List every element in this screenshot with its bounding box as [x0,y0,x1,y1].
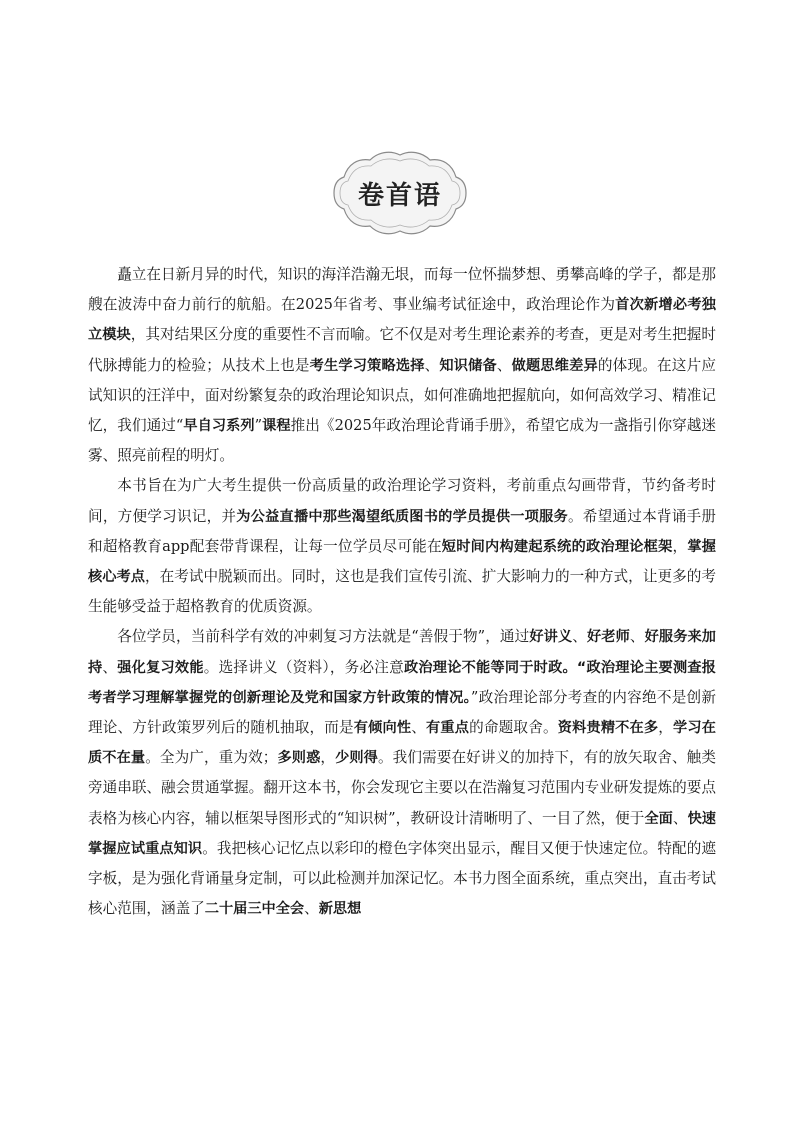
emphasis-text: 好服务来加持 [88,629,716,676]
emphasis-text: 好老师 [586,629,630,646]
page-title: 卷首语 [357,180,442,211]
body-text-segment: 、 [672,809,688,827]
body-text-segment: ， [672,537,688,555]
body-text-segment: 。选择讲义（资料），务必注意 [203,658,404,676]
body-text-segment: 、 [304,900,319,918]
body-text-segment: ， [658,719,674,737]
emphasis-text: 有重点 [426,720,470,737]
emphasis-text: 少则得 [335,750,378,767]
body-text-segment: ，在考试中脱颖而出。同时，这也是我们宣传引流、扩大影响力的一种方式，让更多的考生能够受益于超格教育的优质资源。 [88,568,716,616]
body-text-segment: 推出《2025年政治理论背诵手册》，希望它成为一盏指引你穿越迷雾、照亮前程的明灯。 [88,417,716,465]
emphasis-text: 。“政治理论主要测查报考者学习理解掌握党的创新理论及党和国家方针政策的情况。 [88,659,716,706]
emphasis-text: 掌握核心考点 [88,538,716,586]
emphasis-text: 学习在质不在量 [88,720,716,767]
emphasis-text: 为公益直播中那些渴望纸质图书的学员提供一项服务 [236,508,568,525]
body-text-segment: 、 [411,719,427,737]
body-text-segment: 本书旨在为广大考生提供一份高质量的政治理论学习资料，考前重点勾画带背，节约备考时间，方便学习识记，并 [88,477,716,525]
body-text-segment: 。我把核心记忆点以彩印的橙色字体突出显示，醒目又便于快速定位。特配的遮字板，是为强化背诵量身定制，可以此检测并加深记忆。本书力图全面系统，重点突出，直击考试核心范围，涵盖了 [88,839,716,918]
emphasis-text: 资料贵精不在多 [557,720,659,737]
body-text [88,260,716,924]
body-text-segment: 。我们需要在好讲义的加持下，有的放矢取舍、触类旁通串联、融会贯通掌握。翻开这本书，你会发现它主要以在浩瀚复习范围内专业研发提炼的要点表格为核心内容，辅以框架导图形式的“知识树”，教研设计清晰明了、一目了然，便于 [88,749,716,827]
body-text-segment: 的命题取舍。 [469,719,558,737]
emphasis-text: 快速掌握应试重点知识 [88,810,716,857]
body-text-segment: 、 [424,356,440,374]
body-text-segment: 矗立在日新月异的时代，知识的海洋浩瀚无垠，而每一位怀揣梦想、勇攀高峰的学子，都是那艘在波涛中奋力前行的航船。在2025年省考、事业编考试征途中，政治理论作为 [88,266,716,314]
paragraph-1 [88,260,716,471]
emphasis-text: 有倾向性 [353,720,412,737]
emphasis-text: 考生学习策略选择 [309,357,425,374]
emphasis-text: 多则惑 [277,750,321,767]
body-text-segment: ” [254,417,263,435]
paragraph-2 [88,471,716,622]
emphasis-text: 好讲义 [529,629,573,646]
body-text-segment: 、 [629,628,645,646]
body-text-segment: 。希望通过本背诵手册和超格教育app配套带背课程，让每一位学员尽可能在 [88,507,716,555]
emphasis-text: 早自习系列 [183,418,255,435]
emphasis-text: 强化复习效能 [117,659,204,676]
body-text-segment: ， [320,749,336,767]
emphasis-text: 课程 [262,418,291,435]
body-text-segment: 、 [102,658,118,676]
title-badge [328,146,472,240]
body-text-segment: 。全为广，重为效； [145,749,278,767]
paragraph-3 [88,622,716,924]
body-text-segment: ，其对结果区分度的重要性不言而喻。它不仅是对考生理论素养的考查，更是对考生把握时代脉搏能力的检验；从技术上也是 [88,326,716,374]
body-text-segment: 的体现。在这片应试知识的汪洋中，面对纷繁复杂的政治理论知识点，如何准确地把握航向，如何高效学习、精准记忆，我们通过“ [88,356,716,435]
emphasis-text: 新思想 [318,901,362,918]
emphasis-text: 政治理论不能等同于时政 [403,659,563,676]
emphasis-text: 知识储备 [439,357,497,374]
emphasis-text: 做题思维差异 [511,357,598,374]
body-text-segment: 各位学员，当前科学有效的冲刺复习方法就是“善假于物”，通过 [117,628,530,646]
body-text-segment: ”政治理论部分考查的内容绝不是创新理论、方针政策罗列后的随机抽取，而是 [88,688,717,737]
emphasis-text: 二十届三中全会 [204,901,305,918]
emphasis-text: 短时间内构建起系统的政治理论框架 [441,538,673,555]
body-text-segment: 、 [496,356,512,374]
body-text-segment: 、 [572,628,587,646]
emphasis-text: 全面 [644,810,673,827]
emphasis-text: 首次新增必考独立模块 [88,297,716,344]
